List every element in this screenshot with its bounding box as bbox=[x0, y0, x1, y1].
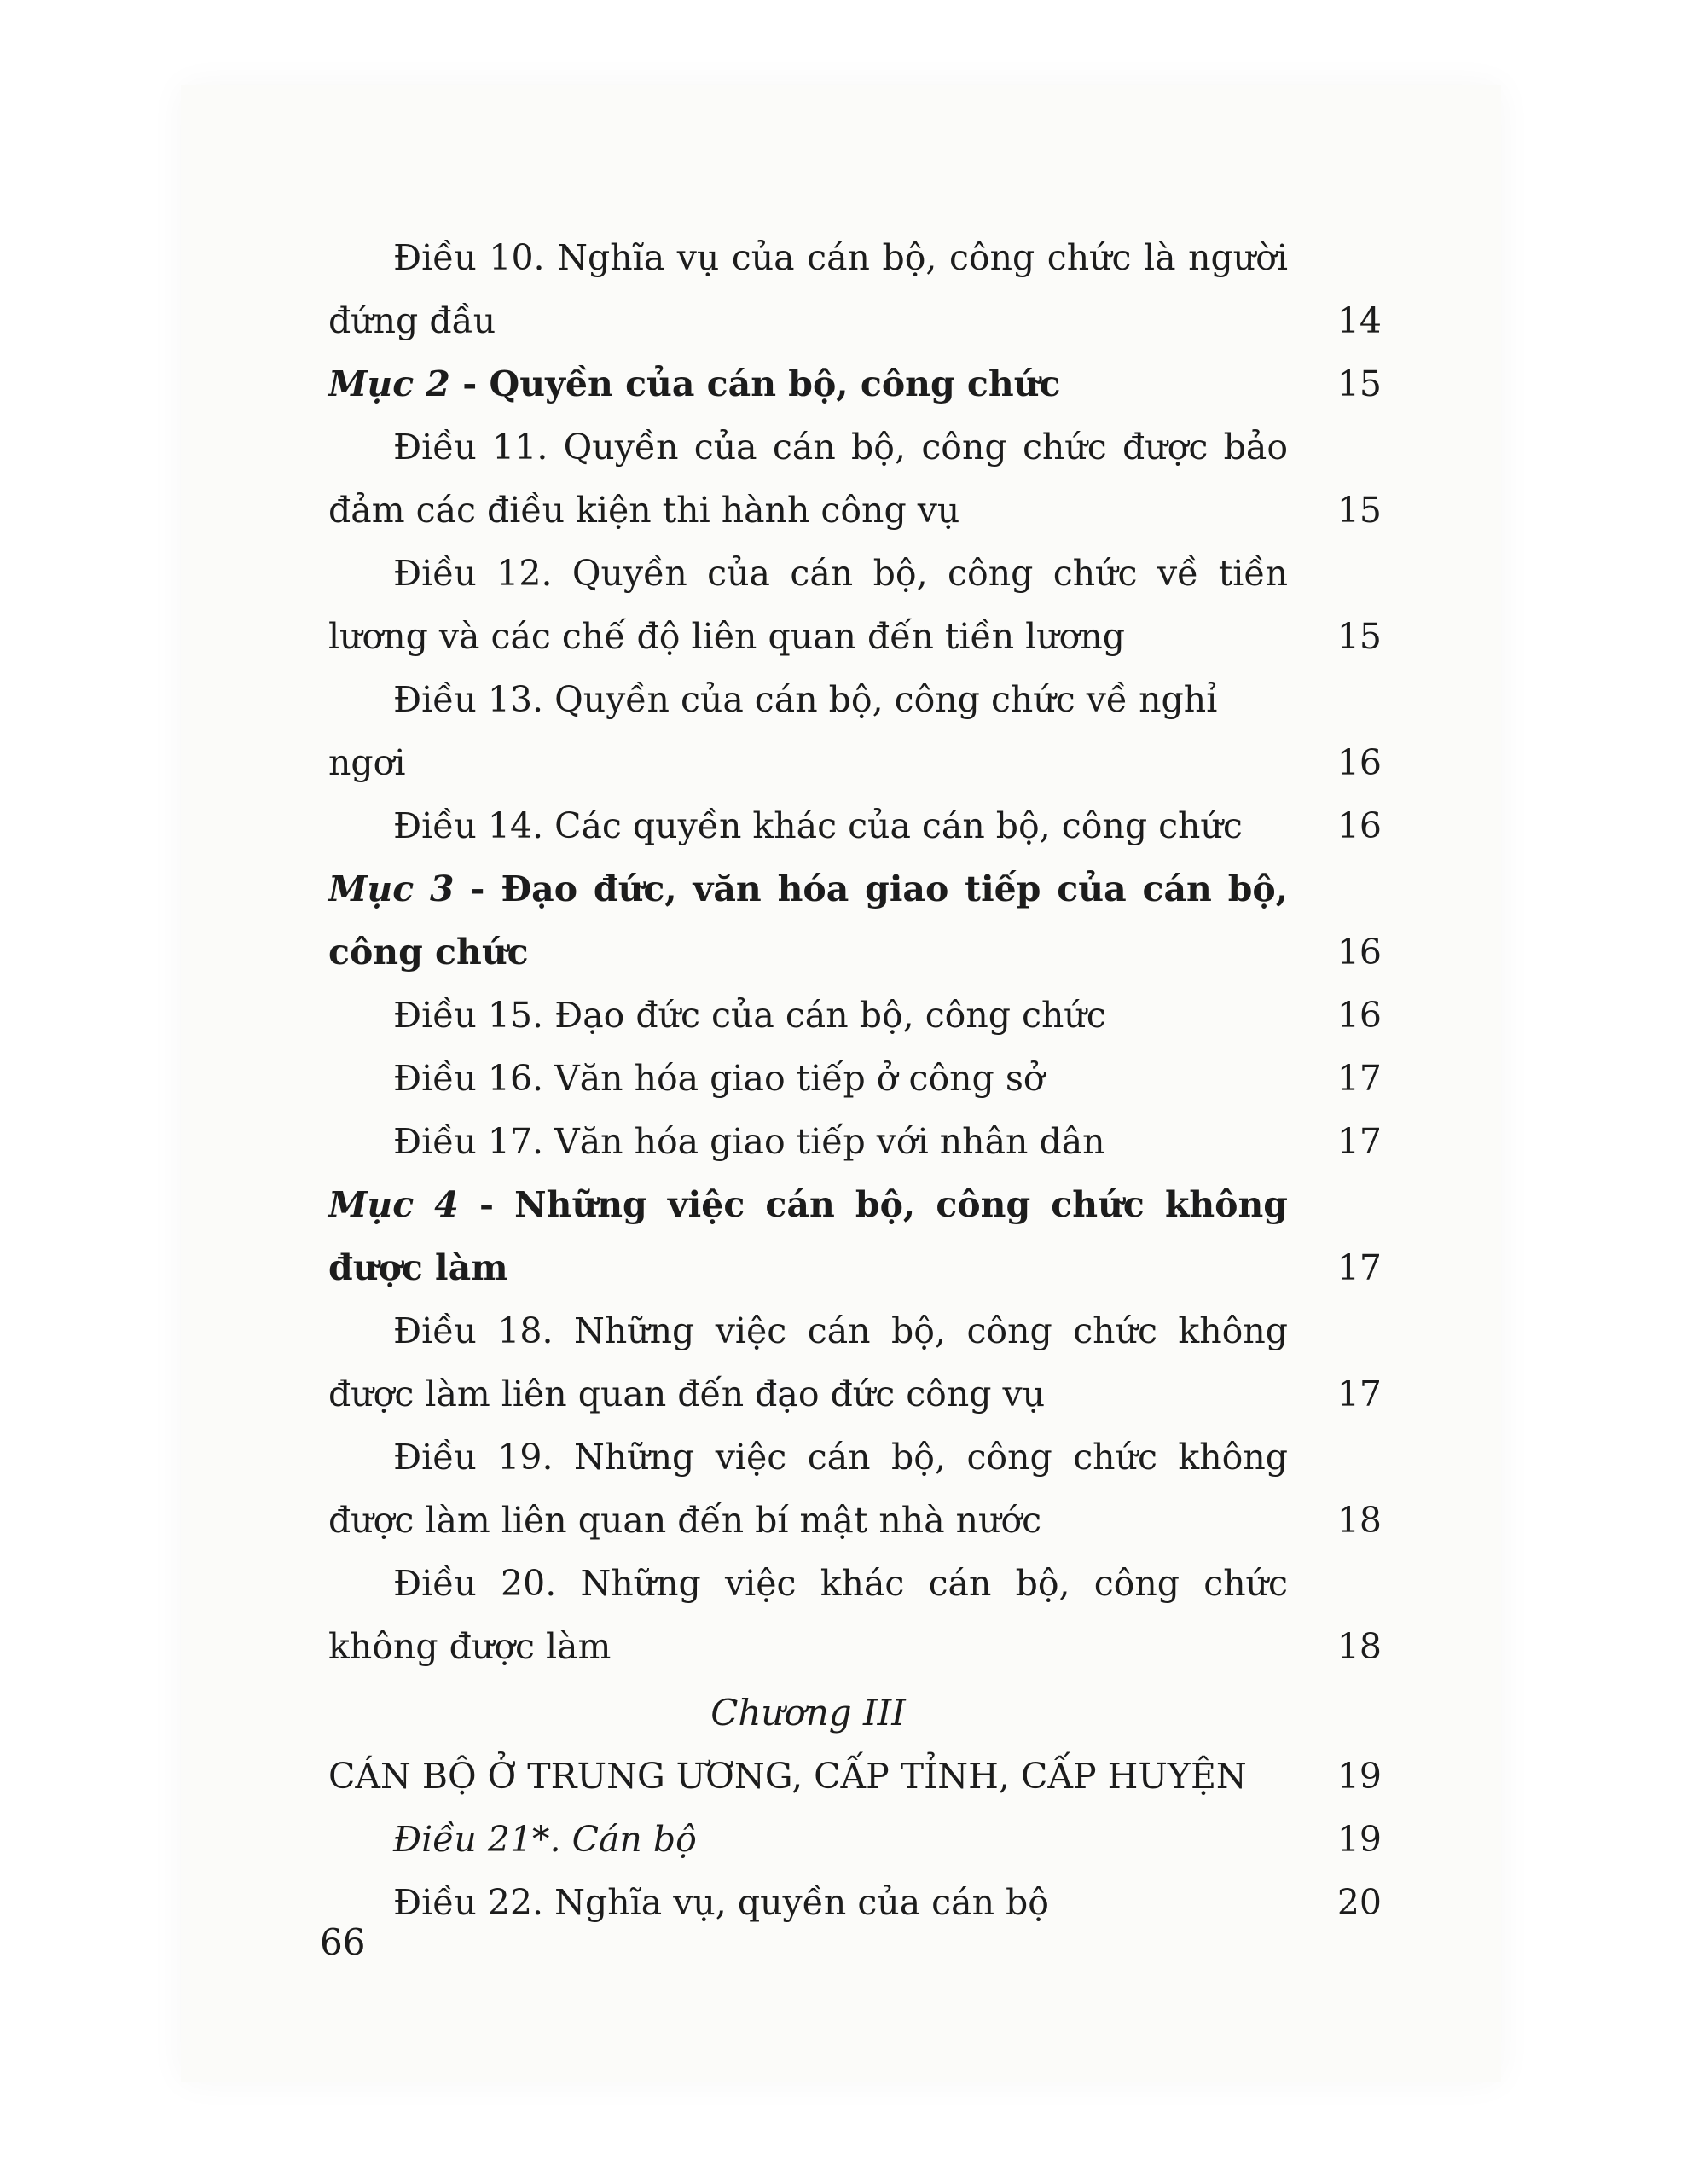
toc-entry-text: Điều 11. Quyền của cán bộ, công chức được bảo đảm các điều kiện thi hành công vụ bbox=[328, 427, 1288, 531]
toc-entry-page: 15 bbox=[1336, 616, 1382, 657]
toc-entry-article-15 bbox=[328, 984, 1382, 1047]
chapter-title: CÁN BỘ Ở TRUNG ƯƠNG, CẤP TỈNH, CẤP HUYỆN bbox=[328, 1756, 1247, 1797]
toc-entry-article-18 bbox=[328, 1299, 1382, 1426]
toc-entry-text: Điều 18. Những việc cán bộ, công chức không được làm liên quan đến đạo đức công vụ bbox=[328, 1310, 1288, 1414]
toc-section-4: Mục 4 - Những việc cán bộ, công chức không được làm 17 bbox=[328, 1173, 1382, 1299]
toc-entry-article-12 bbox=[328, 542, 1382, 668]
toc-entry-text: Điều 12. Quyền của cán bộ, công chức về tiền lương và các chế độ liên quan đến tiền lương bbox=[328, 553, 1288, 657]
toc-entry-page: 17 bbox=[1336, 1247, 1382, 1288]
toc-entry-page: 16 bbox=[1336, 932, 1382, 973]
toc-entry-page: 16 bbox=[1336, 995, 1382, 1036]
toc-entry-article-13 bbox=[328, 668, 1382, 794]
chapter-label: Chương III bbox=[710, 1692, 906, 1734]
toc-entry-article-10 bbox=[328, 226, 1382, 352]
page-number: 66 bbox=[320, 1921, 366, 1963]
toc-entry-page: 14 bbox=[1336, 300, 1382, 341]
toc-entry-page: 18 bbox=[1336, 1626, 1382, 1667]
toc-entry-page: 17 bbox=[1336, 1058, 1382, 1099]
toc-entry-page: 17 bbox=[1336, 1121, 1382, 1162]
toc-entry-article-21 bbox=[328, 1808, 1382, 1871]
toc-section-3: Mục 3 - Đạo đức, văn hóa giao tiếp của cán bộ, công chức 16 bbox=[328, 857, 1382, 984]
toc-entry-page: 20 bbox=[1336, 1882, 1382, 1923]
section-label: Mục 3 bbox=[328, 868, 455, 909]
toc-entry-text: Điều 17. Văn hóa giao tiếp với nhân dân bbox=[393, 1121, 1105, 1162]
toc-entry-text: Điều 19. Những việc cán bộ, công chức không được làm liên quan đến bí mật nhà nước bbox=[328, 1437, 1288, 1541]
toc-entry-text: Điều 21*. Cán bộ bbox=[393, 1819, 697, 1860]
toc-entry-page: 17 bbox=[1336, 1374, 1382, 1414]
toc-entry-page: 16 bbox=[1336, 805, 1382, 846]
toc-entry-article-14 bbox=[328, 794, 1382, 857]
toc-entry-page: 16 bbox=[1336, 742, 1382, 783]
section-label: Mục 4 bbox=[328, 1184, 459, 1225]
section-title: Quyền của cán bộ, công chức bbox=[489, 363, 1061, 404]
toc-entry-page: 15 bbox=[1336, 363, 1382, 404]
toc-entry-article-19 bbox=[328, 1426, 1382, 1552]
section-title: Những việc cán bộ, công chức không được làm bbox=[328, 1184, 1288, 1288]
table-of-contents bbox=[328, 226, 1382, 1934]
toc-entry-text: Điều 10. Nghĩa vụ của cán bộ, công chức là người đứng đầu bbox=[328, 237, 1288, 341]
toc-section-2: Mục 2 - Quyền của cán bộ, công chức 15 bbox=[328, 352, 1382, 415]
toc-entry-text: Điều 22. Nghĩa vụ, quyền của cán bộ bbox=[393, 1882, 1049, 1923]
toc-entry-page: 19 bbox=[1336, 1756, 1382, 1797]
toc-chapter-3-title bbox=[328, 1745, 1382, 1808]
toc-entry-text: Điều 15. Đạo đức của cán bộ, công chức bbox=[393, 995, 1106, 1036]
toc-entry-text: Điều 20. Những việc khác cán bộ, công chức không được làm bbox=[328, 1563, 1288, 1667]
toc-entry-article-16 bbox=[328, 1047, 1382, 1110]
toc-entry-page: 18 bbox=[1336, 1500, 1382, 1541]
toc-entry-article-11 bbox=[328, 415, 1382, 542]
toc-entry-text: Điều 13. Quyền của cán bộ, công chức về nghỉ ngơi bbox=[328, 679, 1218, 783]
section-title: Đạo đức, văn hóa giao tiếp của cán bộ, công chức bbox=[328, 868, 1288, 973]
toc-entry-text: Điều 16. Văn hóa giao tiếp ở công sở bbox=[393, 1058, 1045, 1099]
toc-entry-article-17 bbox=[328, 1110, 1382, 1173]
section-label: Mục 2 bbox=[328, 363, 450, 404]
toc-entry-article-22 bbox=[328, 1871, 1382, 1934]
toc-entry-page: 15 bbox=[1336, 490, 1382, 531]
toc-entry-page: 19 bbox=[1336, 1819, 1382, 1860]
toc-entry-text: Điều 14. Các quyền khác của cán bộ, công chức bbox=[393, 805, 1243, 846]
toc-entry-article-20 bbox=[328, 1552, 1382, 1678]
